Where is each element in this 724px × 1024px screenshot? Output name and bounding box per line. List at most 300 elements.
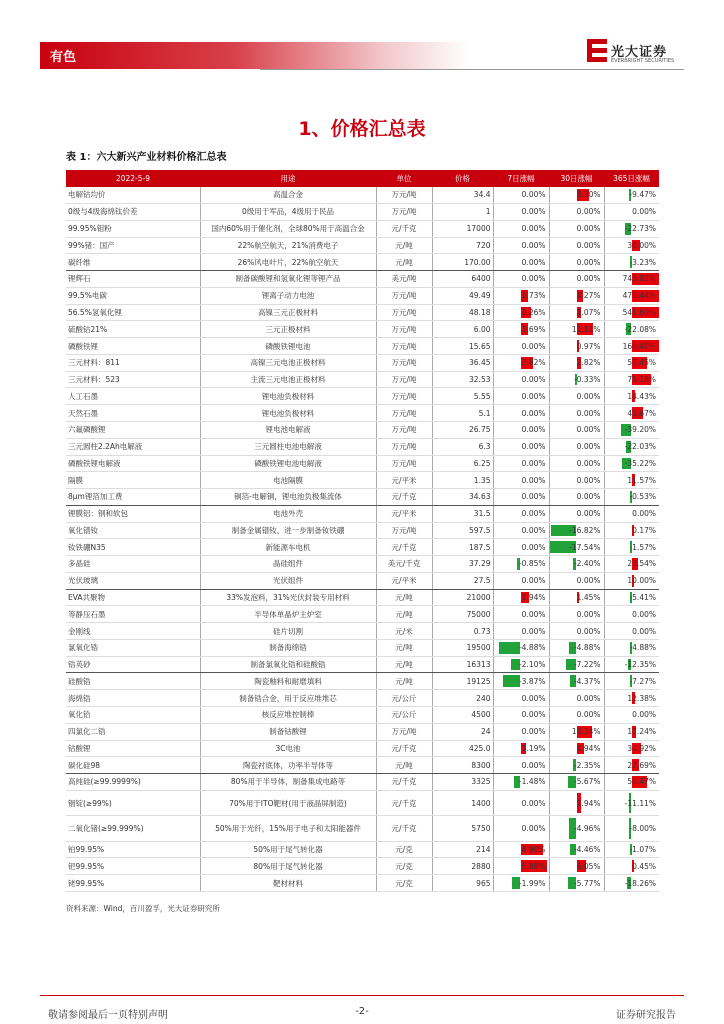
cell-use: 制备海绵锆 [200, 639, 376, 656]
cell-change-d7 [493, 438, 549, 455]
cell-name: 锂膜铝：钢和软包 [66, 505, 200, 522]
change-value: -3.23% [629, 257, 656, 267]
cell-name: 三元材料：523 [66, 371, 200, 388]
cell-change-d7 [493, 455, 549, 472]
cell-use: 33%发泡料，31%光伏封装专用材料 [200, 589, 376, 606]
cell-change-d7 [493, 707, 549, 724]
change-value: -1.99% [518, 878, 546, 888]
table-row [66, 673, 659, 690]
cell-name: 铑99.95% [66, 875, 200, 892]
cell-change-d365 [604, 539, 659, 556]
cell-unit: 万元/吨 [376, 287, 432, 304]
cell-change-d30 [549, 321, 604, 338]
cell-unit: 万元/吨 [376, 354, 432, 371]
cell-change-d365 [604, 338, 659, 355]
cell-change-d30 [549, 388, 604, 405]
change-value: 160.40% [622, 341, 656, 351]
change-value: 0.00% [521, 458, 546, 468]
cell-change-d7 [493, 388, 549, 405]
change-value: 2.26% [521, 308, 546, 317]
change-value: 4.27% [576, 291, 601, 301]
change-bar [499, 642, 521, 654]
change-value: 1.19% [521, 743, 546, 753]
change-value: 0.00% [632, 207, 656, 217]
change-value: 0.00% [521, 240, 546, 250]
cell-name: 硅酸锆 [66, 673, 200, 690]
table-row [66, 539, 659, 556]
cell-unit: 万元/吨 [376, 204, 432, 221]
cell-use: 主流三元电池正极材料 [200, 371, 376, 388]
change-value: 0.00% [576, 240, 601, 250]
cell-change-d365 [604, 656, 659, 673]
cell-price: 8300 [432, 757, 493, 774]
cell-change-d365 [604, 237, 659, 254]
cell-unit: 万元/吨 [376, 321, 432, 338]
cell-price: 31.5 [432, 505, 493, 522]
cell-change-d30 [549, 774, 604, 791]
cell-unit: 万元/吨 [376, 388, 432, 405]
cell-use: 22%航空航天，21%消费电子 [200, 237, 376, 254]
cell-change-d7 [493, 589, 549, 606]
cell-change-d7 [493, 204, 549, 221]
cell-price: 6400 [432, 271, 493, 288]
change-value: 4.90% [521, 844, 546, 854]
change-value: 0.45% [632, 861, 656, 871]
change-value: -5.67% [573, 777, 601, 787]
change-value: 0.00% [521, 609, 546, 619]
table-row [66, 774, 659, 791]
cell-use: 制备碳酸锂和氢氧化锂等锂产品 [200, 271, 376, 288]
cell-change-d30 [549, 371, 604, 388]
table-row [66, 707, 659, 724]
cell-name: 二氧化锗(≥99.999%) [66, 816, 200, 841]
cell-change-d365 [604, 673, 659, 690]
cell-change-d7 [493, 606, 549, 623]
cell-unit: 元/吨 [376, 639, 432, 656]
table-row [66, 354, 659, 371]
cell-change-d365 [604, 589, 659, 606]
cell-name: EVA共聚物 [66, 589, 200, 606]
table-row [66, 723, 659, 740]
cell-name: 海绵锆 [66, 690, 200, 707]
table-row [66, 287, 659, 304]
table-row [66, 522, 659, 539]
cell-change-d30 [549, 572, 604, 589]
cell-unit: 元/千克 [376, 816, 432, 841]
cell-unit: 万元/吨 [376, 723, 432, 740]
cell-unit: 元/千克 [376, 220, 432, 237]
change-value: 23.54% [627, 559, 656, 569]
change-value: 541.60% [622, 308, 656, 317]
cell-change-d30 [549, 816, 604, 841]
cell-change-d365 [604, 354, 659, 371]
cell-change-d30 [549, 539, 604, 556]
cell-use: 3C电池 [200, 740, 376, 757]
cell-change-d30 [549, 237, 604, 254]
change-value: 0.00% [576, 710, 601, 720]
change-value: 57.45% [627, 358, 656, 368]
cell-name: 钴酸锂 [66, 740, 200, 757]
footer-disclaimer: 敬请参阅最后一页特别声明 [48, 1010, 168, 1021]
cell-use: 70%用于ITO靶材(用于液晶屏制造) [200, 790, 376, 815]
cell-unit: 元/千克 [376, 489, 432, 506]
cell-use: 0级用于军品，4级用于民品 [200, 204, 376, 221]
cell-use: 陶瓷衬底体，功率半导体等 [200, 757, 376, 774]
cell-use: 国内60%用于催化剂，全球80%用于高温合金 [200, 220, 376, 237]
page-title: 1、价格汇总表 [298, 118, 426, 140]
source-note: 资料来源：Wind，百川盈孚，光大证券研究所 [66, 904, 220, 913]
change-value: -5.77% [573, 878, 601, 888]
table-row [66, 187, 659, 204]
change-value: 0.00% [576, 626, 601, 636]
change-value: 743.82% [622, 274, 656, 284]
cell-change-d365 [604, 790, 659, 815]
cell-change-d7 [493, 673, 549, 690]
cell-change-d30 [549, 673, 604, 690]
cell-unit: 万元/吨 [376, 338, 432, 355]
cell-change-d365 [604, 405, 659, 422]
cell-change-d365 [604, 220, 659, 237]
cell-name: 锆英砂 [66, 656, 200, 673]
change-value: 56.47% [627, 777, 656, 787]
cell-change-d30 [549, 354, 604, 371]
table-header-row [66, 170, 659, 187]
table-row [66, 740, 659, 757]
cell-use: 新能源车电机 [200, 539, 376, 556]
cell-use: 靶材材料 [200, 875, 376, 892]
change-value: 0.00% [632, 626, 656, 636]
cell-unit: 元/吨 [376, 254, 432, 271]
cell-change-d7 [493, 774, 549, 791]
cell-change-d30 [549, 287, 604, 304]
table-row [66, 271, 659, 288]
change-value: 2.82% [576, 358, 601, 368]
cell-change-d7 [493, 271, 549, 288]
table-row [66, 371, 659, 388]
header-bar [40, 42, 470, 69]
cell-change-d365 [604, 690, 659, 707]
cell-price: 21000 [432, 589, 493, 606]
cell-use: 制备钴酸锂 [200, 723, 376, 740]
table-row [66, 875, 659, 892]
change-value: -7.27% [629, 676, 656, 686]
change-value: 2.94% [576, 798, 601, 808]
cell-change-d365 [604, 623, 659, 640]
cell-price: 5.1 [432, 405, 493, 422]
table-row [66, 505, 659, 522]
change-value: -0.53% [629, 492, 656, 502]
change-value: -17.54% [569, 542, 601, 552]
cell-unit: 万元/吨 [376, 455, 432, 472]
table-row [66, 841, 659, 858]
cell-price: 26.75 [432, 421, 493, 438]
cell-use: 高温合金 [200, 187, 376, 204]
cell-change-d365 [604, 187, 659, 204]
change-value: 8.30% [576, 190, 601, 200]
cell-use: 电池外壳 [200, 505, 376, 522]
cell-unit: 元/克 [376, 875, 432, 892]
change-value: 12.38% [627, 693, 656, 703]
change-value: 71.18% [627, 375, 656, 385]
change-value: 0.00% [521, 274, 546, 284]
cell-use: 电池隔膜 [200, 472, 376, 489]
cell-unit: 元/米 [376, 623, 432, 640]
table-row [66, 690, 659, 707]
table-row [66, 589, 659, 606]
cell-change-d30 [549, 505, 604, 522]
cell-name: 铂99.95% [66, 841, 200, 858]
change-value: 0.97% [576, 341, 601, 351]
change-value: 2.82% [521, 358, 546, 368]
change-value: 0.00% [521, 525, 546, 535]
cell-name: 氧化铪 [66, 707, 200, 724]
cell-price: 187.5 [432, 539, 493, 556]
cell-name: 碳纤维 [66, 254, 200, 271]
cell-change-d30 [549, 304, 604, 321]
cell-unit: 元/吨 [376, 656, 432, 673]
cell-name: 四氯化二锆 [66, 723, 200, 740]
cell-price: 5.55 [432, 388, 493, 405]
cell-price: 36.45 [432, 354, 493, 371]
cell-price: 965 [432, 875, 493, 892]
cell-name: 0级与4级海绵钛价差 [66, 204, 200, 221]
cell-name: 99%锗：国产 [66, 237, 200, 254]
change-value: -1.07% [629, 844, 656, 854]
table-row [66, 472, 659, 489]
cell-change-d30 [549, 187, 604, 204]
cell-unit: 万元/吨 [376, 421, 432, 438]
cell-price: 49.49 [432, 287, 493, 304]
cell-change-d7 [493, 639, 549, 656]
cell-change-d30 [549, 858, 604, 875]
cell-use: 磷酸铁锂电池 [200, 338, 376, 355]
cell-use: 锂电池负极材料 [200, 405, 376, 422]
col-date: 2022-5-9 [66, 170, 200, 187]
cell-change-d30 [549, 707, 604, 724]
cell-unit: 元/千克 [376, 790, 432, 815]
cell-use: 高镍三元电池正极材料 [200, 354, 376, 371]
cell-unit: 元/平米 [376, 472, 432, 489]
cell-price: 3325 [432, 774, 493, 791]
cell-name: 碳化硅98 [66, 757, 200, 774]
brand-logo-icon [587, 39, 607, 63]
cell-unit: 元/千克 [376, 774, 432, 791]
cell-change-d7 [493, 841, 549, 858]
change-value: 0.00% [576, 492, 601, 502]
section-label: 有色 [50, 50, 77, 65]
cell-change-d365 [604, 505, 659, 522]
cell-name: 硫酸钴21% [66, 321, 200, 338]
change-value: 0.00% [521, 727, 546, 737]
cell-use: 半导体单晶炉主炉室 [200, 606, 376, 623]
change-value: 34.92% [627, 743, 656, 753]
change-value: 11.57% [627, 475, 656, 485]
table-row [66, 572, 659, 589]
cell-change-d30 [549, 271, 604, 288]
cell-change-d30 [549, 405, 604, 422]
cell-price: 2880 [432, 858, 493, 875]
cell-price: 214 [432, 841, 493, 858]
cell-change-d30 [549, 606, 604, 623]
cell-unit: 万元/吨 [376, 438, 432, 455]
change-value: 0.00% [521, 693, 546, 703]
col-30d: 30日涨幅 [549, 170, 604, 187]
cell-change-d7 [493, 421, 549, 438]
cell-change-d30 [549, 757, 604, 774]
change-value: 0.00% [521, 408, 546, 418]
cell-price: 4500 [432, 707, 493, 724]
cell-price: 5750 [432, 816, 493, 841]
change-value: 30.00% [627, 240, 656, 250]
cell-change-d365 [604, 321, 659, 338]
change-value: 0.00% [521, 509, 546, 519]
change-value: -2.35% [573, 760, 601, 770]
cell-price: 34.4 [432, 187, 493, 204]
cell-price: 1400 [432, 790, 493, 815]
change-value: 0.00% [521, 375, 546, 385]
change-value: 0.00% [576, 509, 601, 519]
change-value: 0.17% [632, 525, 656, 535]
change-value: -22.08% [624, 324, 656, 334]
cell-change-d7 [493, 287, 549, 304]
change-value: 0.00% [521, 760, 546, 770]
cell-change-d365 [604, 816, 659, 841]
change-value: 0.00% [576, 576, 601, 586]
cell-price: 6.3 [432, 438, 493, 455]
cell-name: 钯99.95% [66, 858, 200, 875]
change-value: 0.00% [576, 408, 601, 418]
cell-change-d7 [493, 723, 549, 740]
table-row [66, 254, 659, 271]
cell-name: 人工石墨 [66, 388, 200, 405]
cell-name: 金刚线 [66, 623, 200, 640]
change-value: 41.67% [627, 408, 656, 418]
cell-change-d365 [604, 556, 659, 573]
price-table [66, 170, 659, 892]
change-value: 1.94% [521, 593, 546, 603]
cell-change-d30 [549, 489, 604, 506]
table-row [66, 757, 659, 774]
cell-use: 80%用于尾气转化器 [200, 858, 376, 875]
change-value: 0.00% [576, 391, 601, 401]
cell-change-d365 [604, 455, 659, 472]
cell-change-d7 [493, 572, 549, 589]
change-value: -18.26% [624, 878, 656, 888]
footer-divider [40, 995, 684, 996]
cell-use: 三元正极材料 [200, 321, 376, 338]
cell-name: 锂辉石 [66, 271, 200, 288]
cell-price: 240 [432, 690, 493, 707]
col-price: 价格 [432, 170, 493, 187]
cell-price: 15.65 [432, 338, 493, 355]
table-row [66, 639, 659, 656]
change-value: -39.20% [624, 425, 656, 435]
change-value: 1.45% [576, 593, 601, 603]
cell-unit: 元/吨 [376, 757, 432, 774]
cell-price: 6.00 [432, 321, 493, 338]
change-value: 17.24% [627, 727, 656, 737]
table-row [66, 405, 659, 422]
cell-price: 19125 [432, 673, 493, 690]
cell-change-d7 [493, 790, 549, 815]
cell-change-d365 [604, 421, 659, 438]
change-value: -0.85% [518, 559, 546, 569]
cell-change-d7 [493, 472, 549, 489]
change-value: 0.00% [576, 475, 601, 485]
change-value: -2.40% [573, 559, 601, 569]
cell-change-d365 [604, 875, 659, 892]
table-row [66, 790, 659, 815]
change-value: 0.00% [521, 442, 546, 452]
cell-price: 19500 [432, 639, 493, 656]
change-value: 0.00% [576, 257, 601, 267]
cell-change-d7 [493, 237, 549, 254]
change-value: 0.00% [521, 425, 546, 435]
cell-change-d7 [493, 875, 549, 892]
table-row [66, 455, 659, 472]
cell-change-d7 [493, 656, 549, 673]
change-value: -7.22% [573, 660, 601, 670]
change-value: -22.03% [624, 442, 656, 452]
cell-change-d7 [493, 371, 549, 388]
cell-change-d30 [549, 690, 604, 707]
cell-name: 钕铁硼N35 [66, 539, 200, 556]
cell-price: 75000 [432, 606, 493, 623]
cell-change-d7 [493, 321, 549, 338]
table-row [66, 556, 659, 573]
cell-change-d7 [493, 405, 549, 422]
cell-use: 锂电池电解液 [200, 421, 376, 438]
cell-change-d365 [604, 271, 659, 288]
change-value: 0.00% [576, 442, 601, 452]
cell-unit: 万元/吨 [376, 405, 432, 422]
change-value: 5.88% [521, 861, 546, 871]
cell-use: 50%用于光纤，15%用于电子和太阳能器件 [200, 816, 376, 841]
cell-use: 三元圆柱电池电解液 [200, 438, 376, 455]
cell-unit: 元/克 [376, 858, 432, 875]
table-row [66, 304, 659, 321]
cell-change-d7 [493, 187, 549, 204]
cell-name: 高纯硅(≥99.9999%) [66, 774, 200, 791]
cell-change-d30 [549, 790, 604, 815]
change-value: -4.88% [573, 643, 601, 653]
cell-change-d7 [493, 556, 549, 573]
col-365d: 365日涨幅 [604, 170, 659, 187]
cell-change-d30 [549, 875, 604, 892]
cell-name: 光伏玻璃 [66, 572, 200, 589]
cell-change-d7 [493, 338, 549, 355]
cell-unit: 元/平米 [376, 572, 432, 589]
change-value: 0.00% [521, 207, 546, 217]
change-value: 0.00% [632, 609, 656, 619]
cell-name: 多晶硅 [66, 556, 200, 573]
change-value: -11.11% [624, 798, 656, 808]
change-value: -4.96% [573, 823, 601, 833]
cell-change-d30 [549, 254, 604, 271]
cell-unit: 万元/吨 [376, 304, 432, 321]
cell-change-d7 [493, 757, 549, 774]
cell-use: 锂电池负极材料 [200, 388, 376, 405]
cell-change-d30 [549, 472, 604, 489]
change-value: -22.73% [624, 224, 656, 234]
table-row [66, 237, 659, 254]
footer-report-type: 证券研究报告 [616, 1010, 676, 1021]
cell-name: 铟锭(≥99%) [66, 790, 200, 815]
change-value: 0.00% [632, 710, 656, 720]
change-bar [503, 675, 520, 687]
cell-name: 氯氧化锆 [66, 639, 200, 656]
table-row [66, 489, 659, 506]
